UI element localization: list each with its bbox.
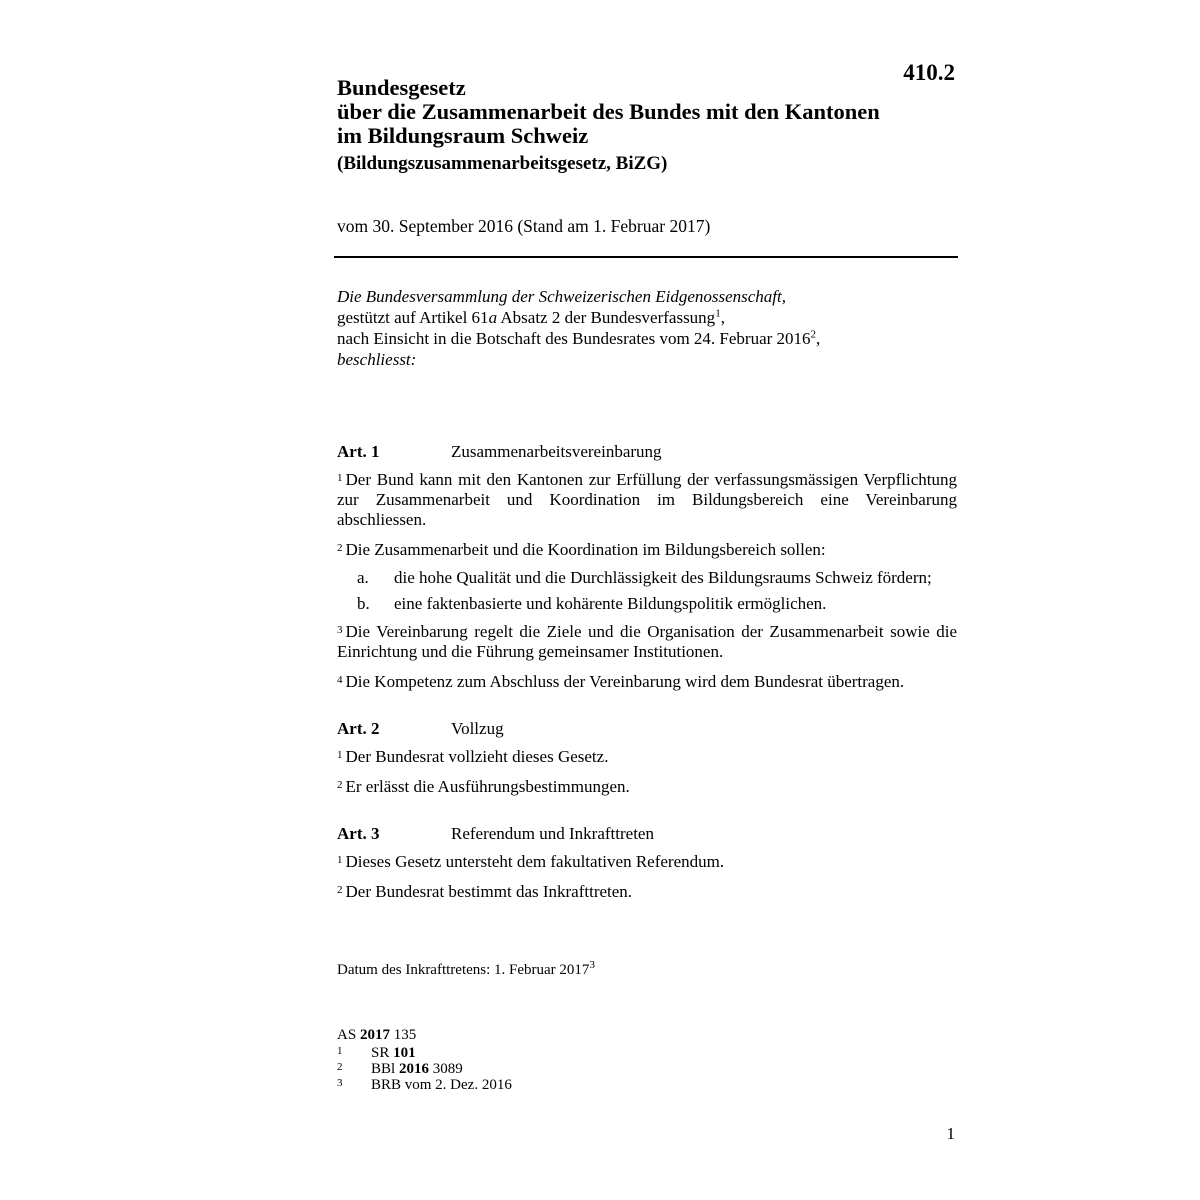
article-title: Vollzug	[451, 719, 504, 738]
basis-prefix: gestützt auf Artikel 61	[337, 308, 489, 327]
article-heading	[337, 719, 957, 739]
sr-number: 410.2	[903, 60, 955, 85]
footnote-item	[337, 1077, 512, 1093]
title-line: über die Zusammenarbeit des Bundes mit den Kantonen	[337, 99, 880, 124]
article-number: Art. 1	[337, 442, 380, 461]
paragraph-number: 1	[337, 854, 343, 866]
paragraph-text: Die Zusammenarbeit und die Koordination im Bildungsbereich sollen:	[345, 540, 826, 559]
paragraph-text: Die Vereinbarung regelt die Ziele und die Organisation der Zusammenarbeit sowie die Einrichtung und die Führung gemeinsamer Institutionen.	[337, 622, 957, 661]
paragraph-number: 1	[337, 749, 343, 761]
law-date: vom 30. September 2016 (Stand am 1. Februar 2017)	[337, 216, 711, 236]
basis-end: ,	[720, 308, 725, 327]
botschaft-text: nach Einsicht in die Botschaft des Bundesrates vom 24. Februar 2016	[337, 329, 811, 348]
law-short-title: (Bildungszusammenarbeitsgesetz, BiZG)	[337, 153, 668, 174]
footnotes	[337, 1027, 512, 1093]
paragraph	[337, 775, 957, 797]
litera-text: eine faktenbasierte und kohärente Bildungspolitik ermöglichen.	[394, 594, 827, 613]
footnote-text: BBl	[371, 1061, 396, 1077]
paragraph-text: Er erlässt die Ausführungsbestimmungen.	[345, 777, 630, 796]
paragraph-number: 2	[337, 884, 343, 896]
litera-text: die hohe Qualität und die Durchlässigkeit des Bildungsraums Schweiz fördern;	[394, 568, 932, 587]
article-heading	[337, 824, 957, 844]
paragraph	[337, 620, 957, 662]
as-reference	[337, 1027, 512, 1043]
paragraph-number: 2	[337, 542, 343, 554]
page-number: 1	[946, 1124, 955, 1143]
paragraph-text: Dieses Gesetz untersteht dem fakultativen Referendum.	[345, 852, 725, 871]
as-prefix: AS	[337, 1027, 357, 1043]
paragraph-number: 1	[337, 472, 343, 484]
entry-into-force-text: Datum des Inkrafttretens: 1. Februar 2017	[337, 962, 590, 978]
paragraph	[337, 538, 957, 560]
litera-item	[337, 568, 957, 588]
article-heading	[337, 442, 957, 462]
preamble-botschaft	[337, 328, 957, 349]
basis-suffix: Absatz 2 der Bundesverfassung	[497, 308, 716, 327]
litera-item	[337, 594, 957, 614]
paragraph-text: Der Bundesrat bestimmt das Inkrafttreten.	[345, 882, 633, 901]
litera-key: b.	[357, 594, 370, 613]
entry-into-force	[337, 959, 595, 979]
article-3	[337, 824, 957, 902]
paragraph	[337, 670, 957, 692]
footnote-number: 3	[337, 1077, 343, 1089]
paragraph	[337, 880, 957, 902]
paragraph-number: 4	[337, 674, 343, 686]
footnote-ref[interactable]: 1	[715, 307, 721, 320]
paragraph	[337, 468, 957, 530]
basis-letter: a	[488, 308, 498, 327]
preamble-basis	[337, 307, 957, 328]
footnote-ref[interactable]: 3	[589, 959, 595, 971]
articles	[337, 442, 957, 929]
preamble-decides: beschliesst:	[337, 350, 417, 369]
paragraph-number: 2	[337, 779, 343, 791]
preamble	[337, 286, 957, 370]
article-title: Referendum und Inkrafttreten	[451, 824, 654, 843]
article-2	[337, 719, 957, 797]
footnote-item	[337, 1061, 512, 1077]
litera-key: a.	[357, 568, 369, 587]
title-line: im Bildungsraum Schweiz	[337, 123, 589, 148]
footnote-text: BRB vom 2. Dez. 2016	[371, 1077, 512, 1093]
footnote-bold: 101	[393, 1045, 416, 1061]
footnote-ref[interactable]: 2	[810, 328, 817, 341]
preamble-intro: Die Bundesversammlung der Schweizerischen Eidgenossenschaft,	[337, 287, 786, 306]
paragraph-text: Der Bund kann mit den Kantonen zur Erfüllung der verfassungsmässigen Verpflichtung zur Zusammenarbeit und Koordination im Bildungsbereich eine Vereinbarung abschliessen.	[337, 470, 957, 529]
article-title: Zusammenarbeitsvereinbarung	[451, 442, 662, 461]
footnote-number: 1	[337, 1045, 343, 1057]
paragraph	[337, 745, 957, 767]
as-page: 135	[393, 1027, 417, 1043]
footnote-bold: 2016	[398, 1061, 429, 1077]
footnote-suffix: 3089	[432, 1061, 463, 1077]
paragraph	[337, 850, 957, 872]
paragraph-text: Die Kompetenz zum Abschluss der Vereinbarung wird dem Bundesrat übertragen.	[345, 672, 905, 691]
footnote-number: 2	[337, 1061, 343, 1073]
as-year: 2017	[359, 1027, 390, 1043]
article-number: Art. 2	[337, 719, 380, 738]
paragraph-number: 3	[337, 624, 343, 636]
footnote-text: SR	[371, 1045, 390, 1061]
article-1	[337, 442, 957, 692]
law-title	[337, 76, 957, 148]
title-line: Bundesgesetz	[337, 75, 466, 100]
paragraph-text: Der Bundesrat vollzieht dieses Gesetz.	[345, 747, 609, 766]
header-divider	[334, 256, 958, 258]
article-number: Art. 3	[337, 824, 380, 843]
footnote-item	[337, 1045, 512, 1061]
botschaft-end: ,	[816, 329, 821, 348]
